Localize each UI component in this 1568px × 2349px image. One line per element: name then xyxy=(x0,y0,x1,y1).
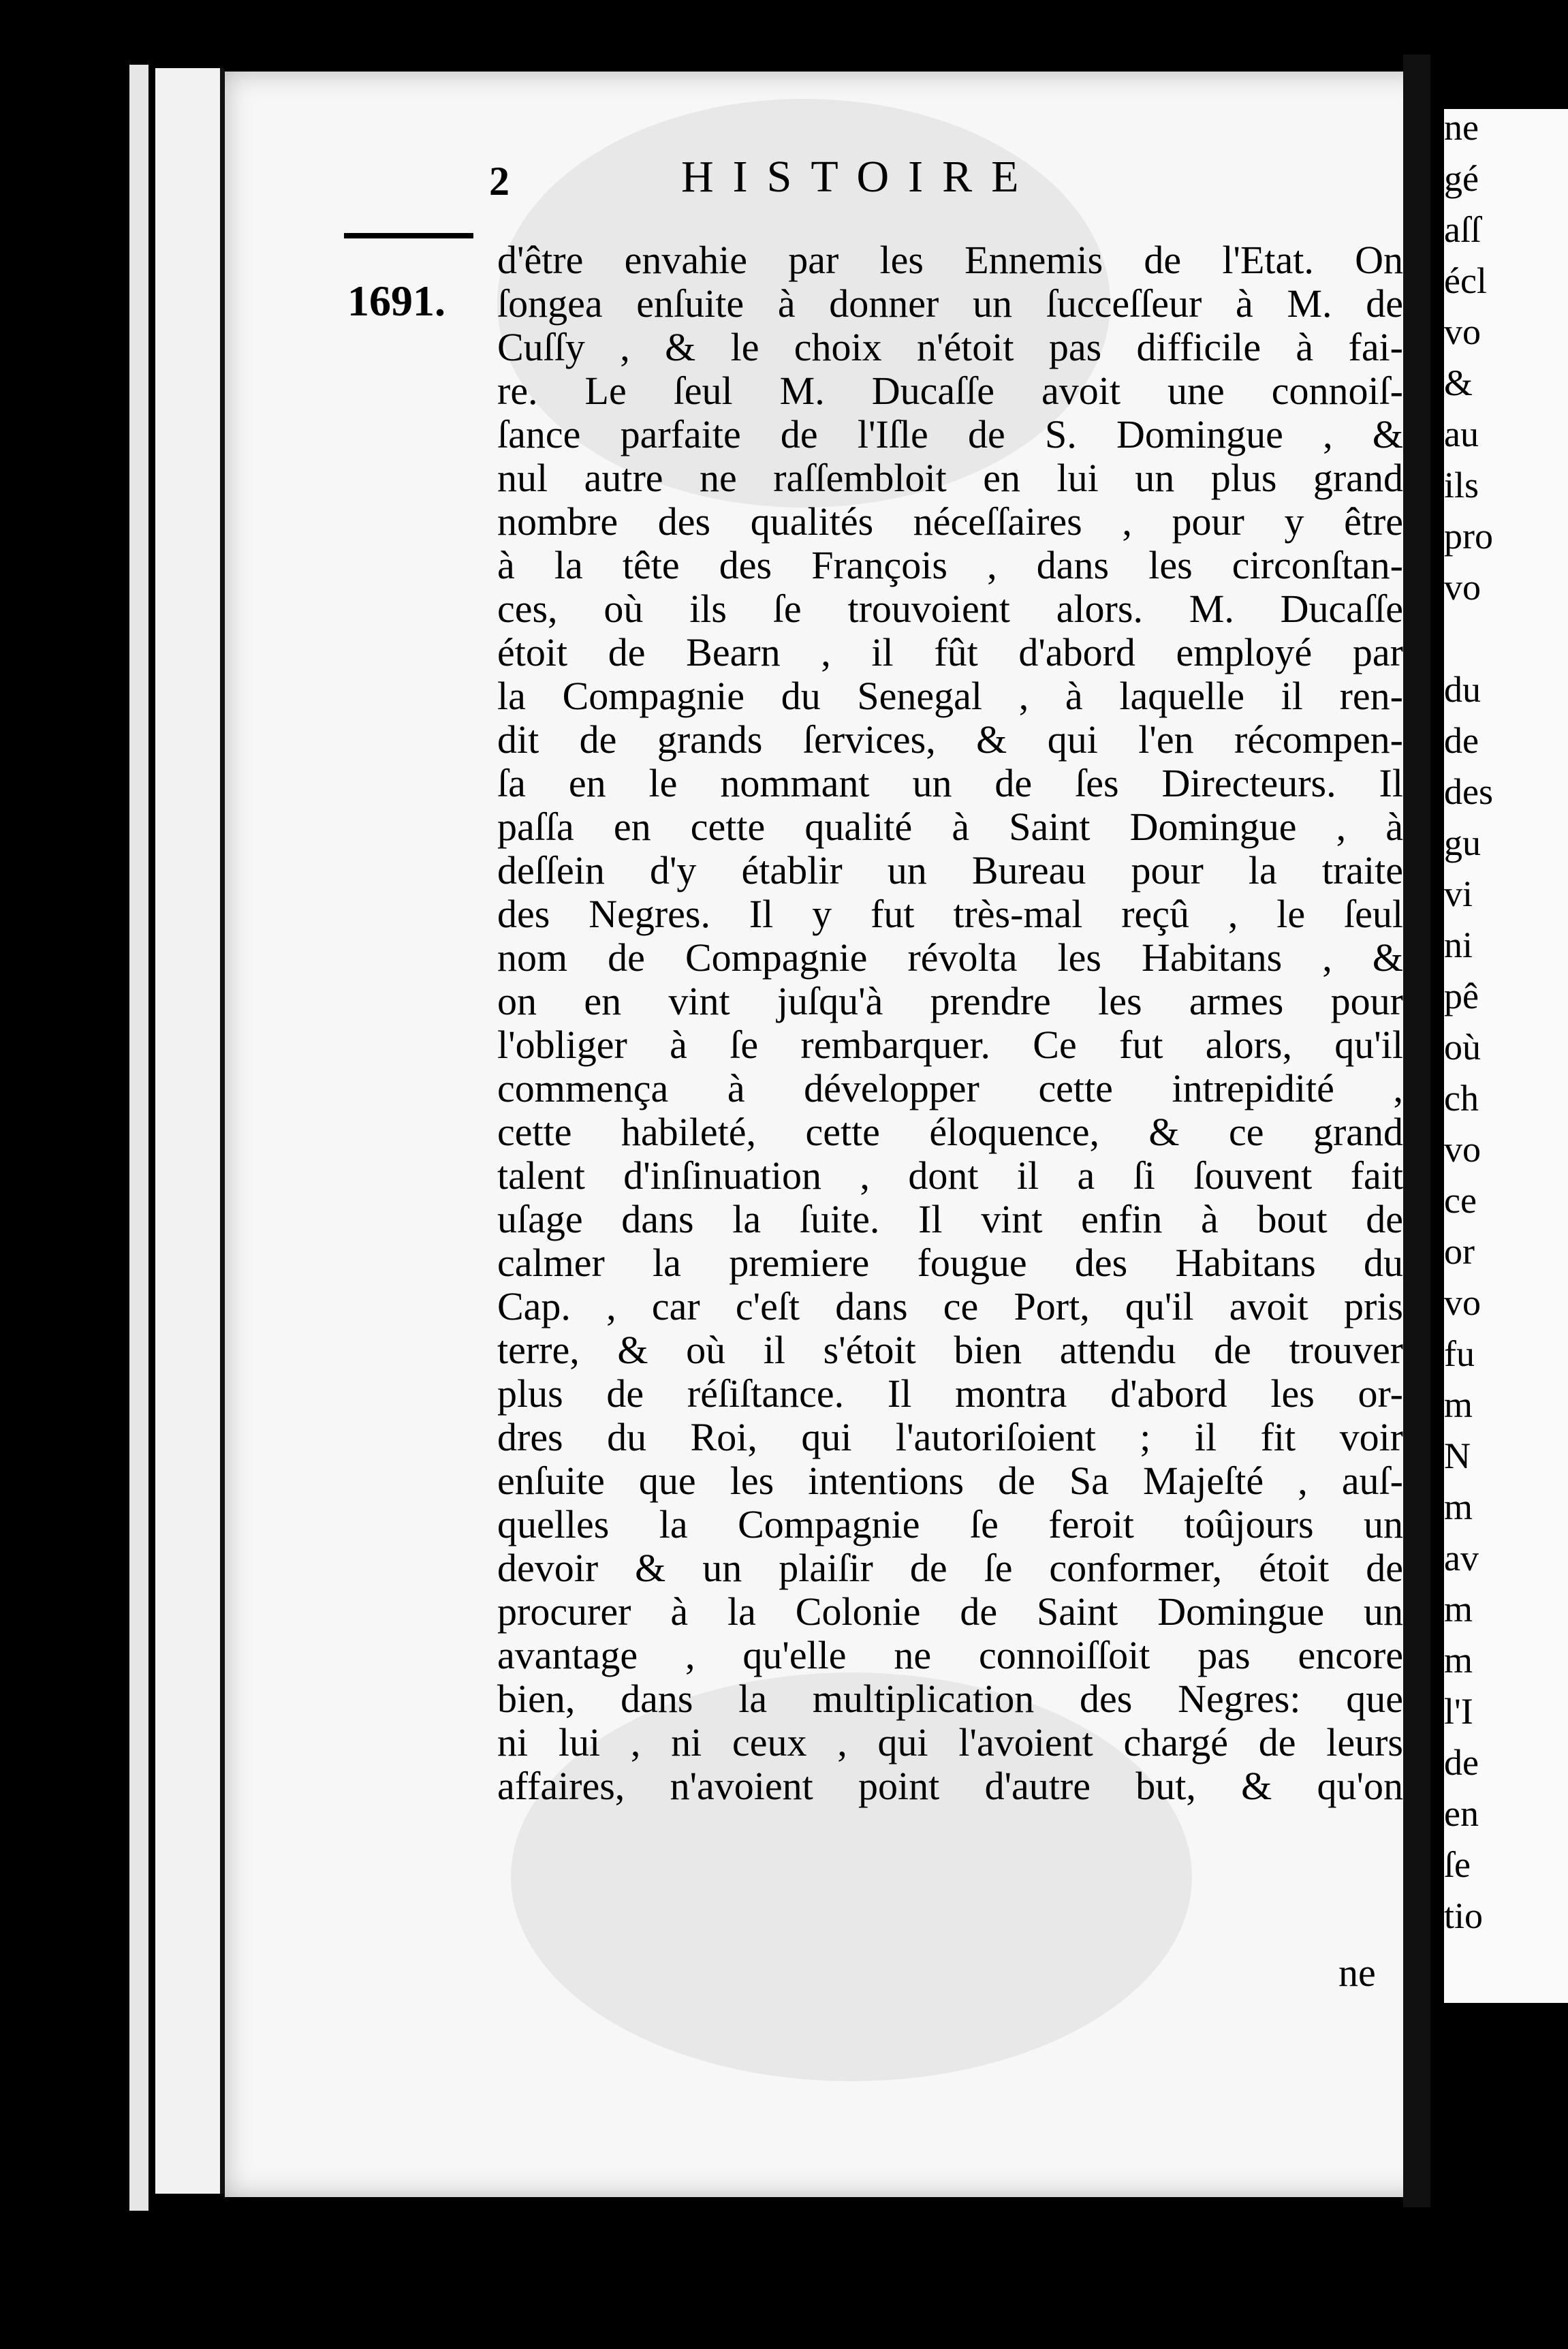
facing-page-fragment: l'I xyxy=(1444,1691,1473,1732)
text-line: nul autre ne raſſembloit en lui un plus grand xyxy=(497,456,1403,500)
facing-page-fragment: gu xyxy=(1444,822,1481,863)
facing-page-fragment: & xyxy=(1444,362,1473,403)
margin-year: 1691. xyxy=(347,277,445,325)
facing-page-fragment: ne xyxy=(1444,109,1479,148)
text-line: affaires, n'avoient point d'autre but, & qu'on xyxy=(497,1764,1403,1808)
facing-page-fragment: aſſ xyxy=(1444,209,1481,250)
facing-page-fragment: vo xyxy=(1444,1129,1481,1170)
facing-page-fragment: m xyxy=(1444,1384,1473,1425)
text-line: devoir & un plaiſir de ſe conformer, étoit de xyxy=(497,1546,1403,1590)
page-number: 2 xyxy=(489,159,509,204)
facing-page-fragment: gé xyxy=(1444,158,1479,199)
text-line: calmer la premiere fougue des Habitans du xyxy=(497,1241,1403,1285)
text-line: ni lui , ni ceux , qui l'avoient chargé de leurs xyxy=(497,1720,1403,1764)
facing-page-fragment: ch xyxy=(1444,1078,1479,1119)
text-line: l'obliger à ſe rembarquer. Ce fut alors, qu'il xyxy=(497,1023,1403,1067)
text-line: à la tête des François , dans les circonſtan- xyxy=(497,543,1403,587)
facing-page-fragment: au xyxy=(1444,414,1479,454)
facing-page-fragment: de xyxy=(1444,720,1479,761)
facing-page-fragment: des xyxy=(1444,771,1493,812)
text-line: procurer à la Colonie de Saint Domingue un xyxy=(497,1589,1403,1634)
binding-edge xyxy=(129,65,148,2211)
text-line: la Compagnie du Senegal , à laquelle il ren- xyxy=(497,674,1403,718)
text-line: on en vint juſqu'à prendre les armes pour xyxy=(497,979,1403,1023)
running-head: HISTOIRE xyxy=(681,152,1038,202)
text-line: nombre des qualités néceſſaires , pour y être xyxy=(497,499,1403,544)
facing-page-fragment: du xyxy=(1444,669,1481,710)
facing-page-fragment: av xyxy=(1444,1538,1479,1578)
text-line: talent d'inſinuation , dont il a ſi ſouvent fait xyxy=(497,1153,1403,1198)
text-line: Cap. , car c'eſt dans ce Port, qu'il avoit pris xyxy=(497,1284,1403,1328)
text-line: ces, où ils ſe trouvoient alors. M. Ducaſſe xyxy=(497,587,1403,631)
facing-page-fragment: pê xyxy=(1444,976,1479,1016)
body-text xyxy=(497,238,1403,1808)
text-line: des Negres. Il y fut très-mal reçû , le ſeul xyxy=(497,892,1403,936)
facing-page-fragment: en xyxy=(1444,1793,1479,1834)
facing-page-fragment: vo xyxy=(1444,311,1481,352)
text-line: ſongea enſuite à donner un ſucceſſeur à M. de xyxy=(497,281,1403,326)
text-line: commença à développer cette intrepidité , xyxy=(497,1066,1403,1110)
facing-page-fragment: vi xyxy=(1444,873,1473,914)
text-line: ſance parfaite de l'Iſle de S. Domingue , & xyxy=(497,412,1403,456)
text-line: plus de réſiſtance. Il montra d'abord les or- xyxy=(497,1371,1403,1416)
text-line: dit de grands ſervices, & qui l'en récompen- xyxy=(497,717,1403,762)
text-line: enſuite que les intentions de Sa Majeſté , auſ- xyxy=(497,1459,1403,1503)
facing-page-fragment: N xyxy=(1444,1435,1471,1476)
facing-page-fragment: pro xyxy=(1444,516,1493,557)
facing-page-fragment: ce xyxy=(1444,1180,1477,1221)
facing-page-fragment: vo xyxy=(1444,1282,1481,1323)
text-line: paſſa en cette qualité à Saint Domingue , à xyxy=(497,805,1403,849)
catchword: ne xyxy=(1338,1950,1376,1995)
facing-page-fragment: ſe xyxy=(1444,1844,1471,1885)
text-line: dres du Roi, qui l'autoriſoient ; il fit voir xyxy=(497,1415,1403,1459)
facing-page-fragment: de xyxy=(1444,1742,1479,1783)
facing-page-fragment: ils xyxy=(1444,465,1479,505)
facing-page-edge xyxy=(1444,109,1568,2003)
text-line: d'être envahie par les Ennemis de l'Etat. On xyxy=(497,238,1403,282)
text-line: uſage dans la ſuite. Il vint enfin à bout de xyxy=(497,1197,1403,1241)
facing-page-fragment: m xyxy=(1444,1640,1473,1681)
facing-page-fragment: où xyxy=(1444,1027,1481,1068)
margin-rule xyxy=(344,233,473,238)
facing-page-fragment: tio xyxy=(1444,1895,1484,1936)
facing-page-fragment: fu xyxy=(1444,1333,1475,1374)
text-line: quelles la Compagnie ſe feroit toûjours un xyxy=(497,1502,1403,1546)
text-line: re. Le ſeul M. Ducaſſe avoit une connoiſ- xyxy=(497,369,1403,413)
facing-page-fragment: ni xyxy=(1444,924,1473,965)
facing-page-fragment: écl xyxy=(1444,260,1487,301)
text-line: avantage , qu'elle ne connoiſſoit pas encore xyxy=(497,1633,1403,1677)
text-line: Cuſſy , & le choix n'étoit pas difficile à fai- xyxy=(497,325,1403,369)
text-line: nom de Compagnie révolta les Habitans , & xyxy=(497,935,1403,980)
text-line: étoit de Bearn , il fût d'abord employé par xyxy=(497,630,1403,674)
text-line: deſſein d'y établir un Bureau pour la traite xyxy=(497,848,1403,892)
facing-page-fragment: m xyxy=(1444,1487,1473,1527)
gutter-strip xyxy=(155,68,224,2194)
text-line: bien, dans la multiplication des Negres: que xyxy=(497,1677,1403,1721)
facing-page-fragment: vo xyxy=(1444,567,1481,608)
facing-page-fragment: or xyxy=(1444,1231,1475,1272)
page-fold-shadow xyxy=(1403,55,1430,2207)
text-line: terre, & où il s'étoit bien attendu de trouver xyxy=(497,1328,1403,1372)
text-line: cette habileté, cette éloquence, & ce grand xyxy=(497,1110,1403,1154)
facing-page-fragment: m xyxy=(1444,1589,1473,1630)
text-line: ſa en le nommant un de ſes Directeurs. Il xyxy=(497,761,1403,805)
